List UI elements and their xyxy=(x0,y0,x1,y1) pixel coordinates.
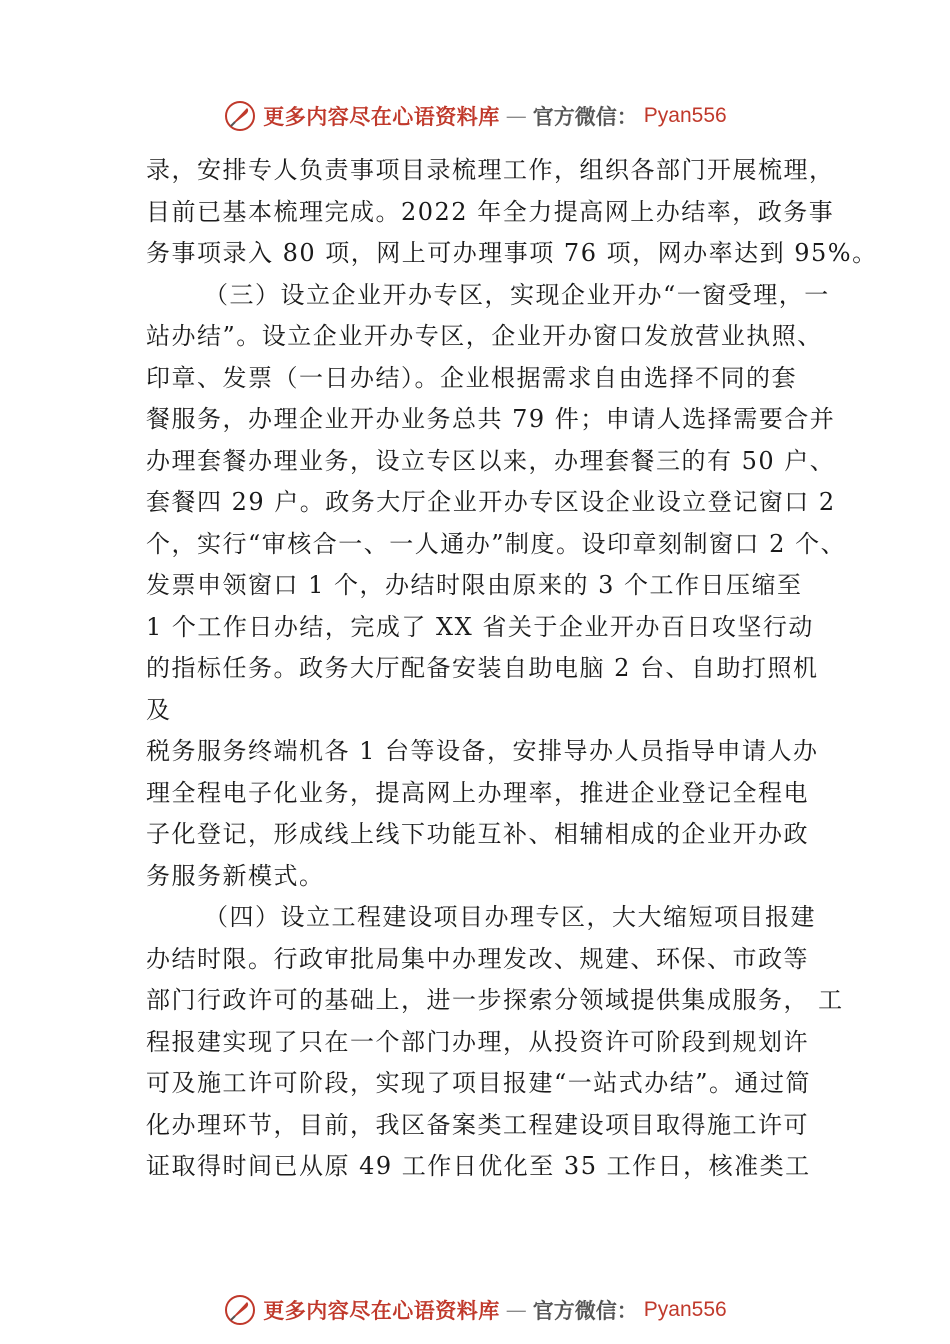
header-watermark xyxy=(0,96,950,136)
body-line: 化办理环节，目前，我区备案类工程建设项目取得施工许可 xyxy=(146,1110,809,1139)
watermark-dash: — xyxy=(505,1298,527,1322)
document-body xyxy=(146,150,878,1188)
body-line: 务服务新模式。 xyxy=(146,861,325,890)
body-line: 个，实行“审核合一、一人通办”制度。设印章刻制窗口 2 个、 xyxy=(146,529,847,558)
body-line: 餐服务，办理企业开办业务总共 79 件；申请人选择需要合并 xyxy=(146,405,836,433)
footer-watermark xyxy=(0,1290,950,1330)
body-line: 及 xyxy=(146,695,172,724)
watermark-site-text: 更多内容尽在心语资料库 xyxy=(263,104,500,129)
body-line: 办结时限。行政审批局集中办理发改、规建、环保、市政等 xyxy=(146,944,809,973)
body-line: 理全程电子化业务，提高网上办理率，推进企业登记全程电 xyxy=(146,778,809,807)
body-line: 的指标任务。政务大厅配备安装自助电脑 2 台、自助打照机 xyxy=(146,654,819,682)
body-line: 务事项录入 80 项，网上可办理事项 76 项，网办率达到 95%。 xyxy=(146,239,878,267)
body-line: 可及施工许可阶段，实现了项目报建“一站式办结”。通过简 xyxy=(146,1069,812,1097)
watermark-dash: — xyxy=(505,104,527,128)
body-line: 站办结”。设立企业开办专区，企业开办窗口发放营业执照、 xyxy=(146,322,823,350)
body-line: 证取得时间已从原 49 工作日优化至 35 工作日，核准类工 xyxy=(146,1152,811,1180)
body-line: 目前已基本梳理完成。2022 年全力提高网上办结率，政务事 xyxy=(146,197,835,226)
paragraph-heading-3: （三）设立企业开办专区，实现企业开办“一窗受理，一 xyxy=(204,280,830,309)
body-line: 发票申领窗口 1 个，办结时限由原来的 3 个工作日压缩至 xyxy=(146,571,803,599)
quill-logo-icon xyxy=(223,99,257,133)
body-line: 套餐四 29 户。政务大厅企业开办专区设企业设立登记窗口 2 xyxy=(146,488,836,516)
watermark-wechat-id: Pyan556 xyxy=(643,104,727,127)
body-line: 办理套餐办理业务，设立专区以来，办理套餐三的有 50 户、 xyxy=(146,446,836,475)
paragraph-heading-4: （四）设立工程建设项目办理专区，大大缩短项目报建 xyxy=(204,903,816,931)
watermark-wechat-label: 官方微信： xyxy=(532,1298,638,1323)
watermark-site-text: 更多内容尽在心语资料库 xyxy=(263,1298,500,1323)
watermark-wechat-id: Pyan556 xyxy=(643,1298,727,1321)
body-line: 录，安排专人负责事项目录梳理工作，组织各部门开展梳理， xyxy=(146,156,835,184)
body-line: 程报建实现了只在一个部门办理，从投资许可阶段到规划许 xyxy=(146,1027,809,1056)
body-line: 部门行政许可的基础上，进一步探索分领域提供集成服务， 工 xyxy=(146,986,844,1014)
watermark-wechat-label: 官方微信： xyxy=(532,104,638,129)
body-line: 1 个工作日办结，完成了 XX 省关于企业开办百日攻坚行动 xyxy=(146,612,814,641)
body-line: 子化登记，形成线上线下功能互补、相辅相成的企业开办政 xyxy=(146,820,809,848)
body-line: 印章、发票（一日办结）。企业根据需求自由选择不同的套 xyxy=(146,363,797,392)
body-line: 税务服务终端机各 1 台等设备，安排导办人员指导申请人办 xyxy=(146,737,819,765)
quill-logo-icon xyxy=(223,1293,257,1327)
